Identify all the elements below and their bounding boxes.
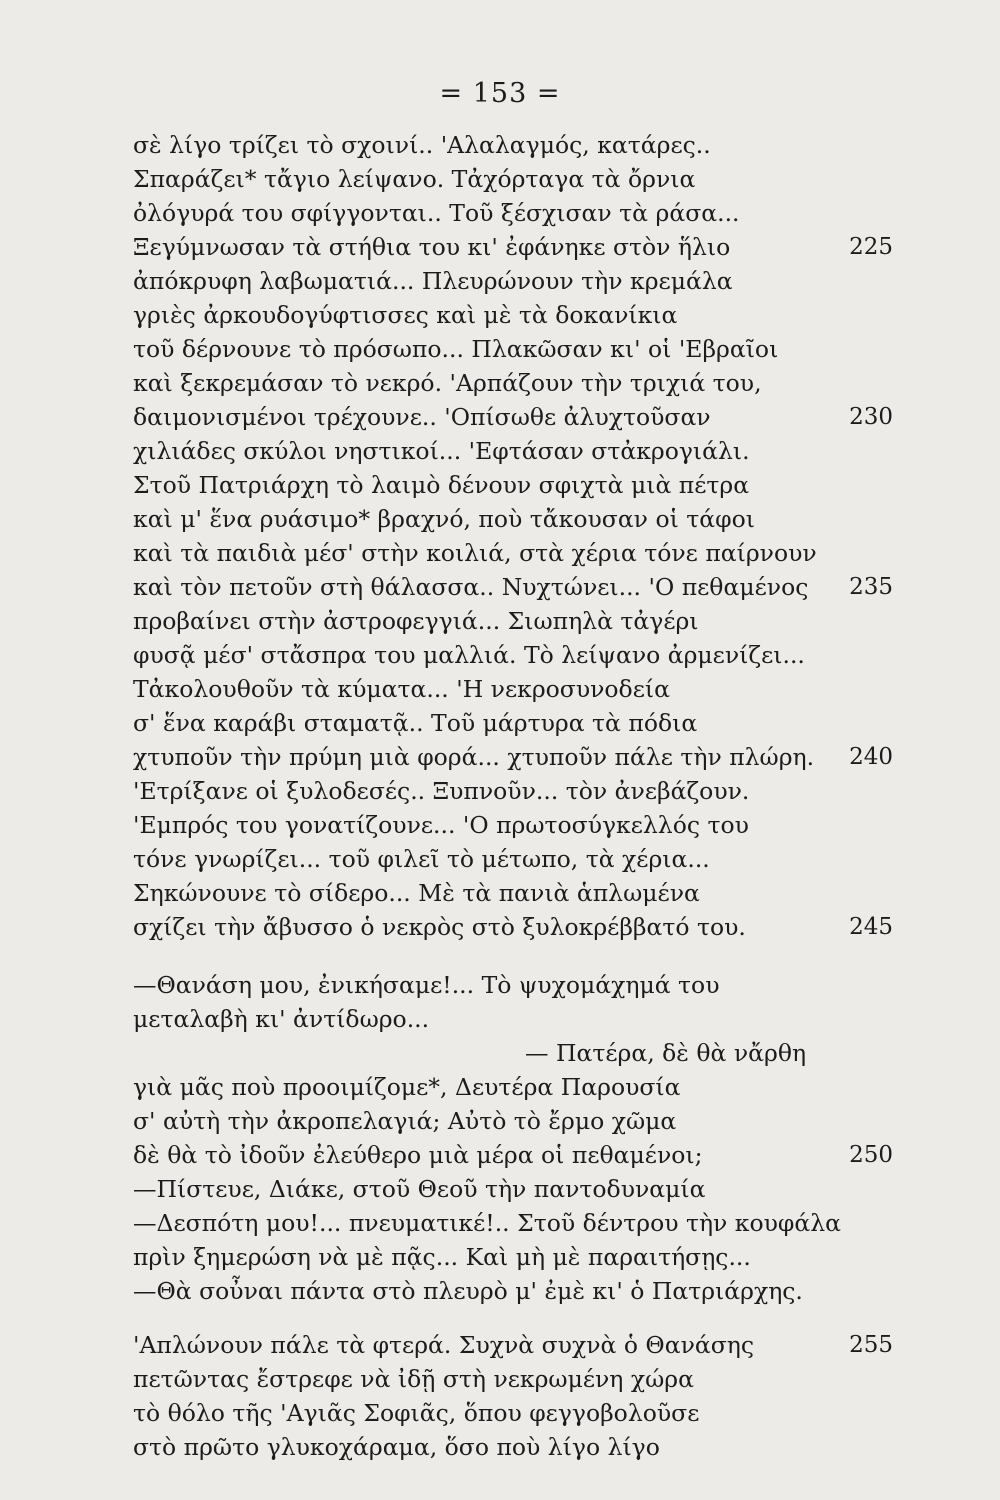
verse-text: στὸ πρῶτο γλυκοχάραμα, ὅσο ποὺ λίγο λίγο bbox=[133, 1433, 660, 1461]
verse-text: Σπαράζει* τἄγιο λείψανο. Τἀχόρταγα τὰ ὄρνια bbox=[133, 165, 696, 193]
verse-line bbox=[133, 1430, 893, 1464]
verse-text: τὸ θόλο τῆς 'Αγιᾶς Σοφιᾶς, ὅπου φεγγοβολοῦσε bbox=[133, 1399, 700, 1427]
verse-line bbox=[133, 740, 893, 774]
line-number: 225 bbox=[849, 234, 893, 260]
verse-line bbox=[133, 400, 893, 434]
verse-text: ὀλόγυρά του σφίγγονται.. Τοῦ ξέσχισαν τὰ ράσα... bbox=[133, 199, 740, 227]
verse-text: δαιμονισμένοι τρέχουνε.. 'Οπίσωθε ἀλυχτοῦσαν bbox=[133, 403, 711, 431]
verse-line bbox=[133, 536, 893, 570]
verse-line-indented bbox=[133, 1036, 893, 1070]
verse-line bbox=[133, 672, 893, 706]
verse-line bbox=[133, 502, 893, 536]
stanza-2 bbox=[133, 968, 893, 1308]
line-number: 235 bbox=[849, 574, 893, 600]
verse-line bbox=[133, 1328, 893, 1362]
verse-text: σχίζει τὴν ἄβυσσο ὁ νεκρὸς στὸ ξυλοκρέββατό του. bbox=[133, 913, 746, 941]
verse-line bbox=[133, 968, 893, 1002]
poem-body bbox=[133, 128, 893, 1464]
line-number: 245 bbox=[849, 914, 893, 940]
verse-text: 'Ετρίξανε οἱ ξυλοδεσές.. Ξυπνοῦν... τὸν ἀνεβάζουν. bbox=[133, 777, 750, 805]
verse-line bbox=[133, 298, 893, 332]
verse-text: Τἀκολουθοῦν τὰ κύματα... 'Η νεκροσυνοδεία bbox=[133, 675, 670, 703]
verse-line bbox=[133, 876, 893, 910]
verse-text: γριὲς ἀρκουδογύφτισσες καὶ μὲ τὰ δοκανίκια bbox=[133, 301, 678, 329]
verse-text: προβαίνει στὴν ἀστροφεγγιά... Σιωπηλὰ τἀγέρι bbox=[133, 607, 699, 635]
verse-text: σ' αὐτὴ τὴν ἀκροπελαγιά; Αὐτὸ τὸ ἔρμο χῶμα bbox=[133, 1107, 677, 1135]
verse-line bbox=[133, 842, 893, 876]
verse-line bbox=[133, 706, 893, 740]
verse-text: σ' ἕνα καράβι σταματᾷ.. Τοῦ μάρτυρα τὰ πόδια bbox=[133, 709, 698, 737]
verse-line bbox=[133, 604, 893, 638]
verse-text: δὲ θὰ τὸ ἰδοῦν ἐλεύθερο μιὰ μέρα οἱ πεθαμένοι; bbox=[133, 1141, 703, 1169]
verse-text: Στοῦ Πατριάρχη τὸ λαιμὸ δένουν σφιχτὰ μιὰ πέτρα bbox=[133, 471, 750, 499]
verse-line bbox=[133, 468, 893, 502]
verse-text: σὲ λίγο τρίζει τὸ σχοινί.. 'Αλαλαγμός, κατάρες.. bbox=[133, 131, 711, 159]
verse-line bbox=[133, 162, 893, 196]
verse-text: —Πίστευε, Διάκε, στοῦ Θεοῦ τὴν παντοδυναμία bbox=[133, 1175, 706, 1203]
verse-line bbox=[133, 196, 893, 230]
page-number: = 153 = bbox=[439, 78, 561, 109]
verse-line bbox=[133, 1138, 893, 1172]
stanza-break bbox=[133, 1308, 893, 1328]
line-number: 230 bbox=[849, 404, 893, 430]
verse-text: καὶ τὸν πετοῦν στὴ θάλασσα.. Νυχτώνει... 'Ο πεθαμένος bbox=[133, 573, 809, 601]
verse-text: 'Εμπρός του γονατίζουνε... 'Ο πρωτοσύγκελλός του bbox=[133, 811, 749, 839]
verse-text: καὶ μ' ἕνα ρυάσιμο* βραχνό, ποὺ τἄκουσαν οἱ τάφοι bbox=[133, 505, 755, 533]
stanza-break bbox=[133, 944, 893, 968]
verse-line bbox=[133, 128, 893, 162]
verse-text: — Πατέρα, δὲ θὰ νἄρθη bbox=[525, 1039, 807, 1067]
verse-line bbox=[133, 1002, 893, 1036]
verse-text: μεταλαβὴ κι' ἀντίδωρο... bbox=[133, 1005, 430, 1033]
verse-text: γιὰ μᾶς ποὺ προοιμίζομε*, Δευτέρα Παρουσία bbox=[133, 1073, 681, 1101]
verse-text: —Δεσπότη μου!... πνευματικέ!.. Στοῦ δέντρου τὴν κουφάλα bbox=[133, 1209, 842, 1237]
verse-text: τόνε γνωρίζει... τοῦ φιλεῖ τὸ μέτωπο, τὰ χέρια... bbox=[133, 845, 710, 873]
verse-line bbox=[133, 1240, 893, 1274]
verse-line bbox=[133, 366, 893, 400]
line-number: 240 bbox=[849, 744, 893, 770]
verse-line bbox=[133, 1104, 893, 1138]
verse-text: Σηκώνουνε τὸ σίδερο... Μὲ τὰ πανιὰ ἁπλωμένα bbox=[133, 879, 700, 907]
verse-line bbox=[133, 332, 893, 366]
verse-line bbox=[133, 1274, 893, 1308]
verse-line bbox=[133, 434, 893, 468]
verse-text: καὶ ξεκρεμάσαν τὸ νεκρό. 'Αρπάζουν τὴν τριχιά του, bbox=[133, 369, 762, 397]
verse-line bbox=[133, 774, 893, 808]
verse-line bbox=[133, 1172, 893, 1206]
verse-text: τοῦ δέρνουνε τὸ πρόσωπο... Πλακῶσαν κι' οἱ 'Εβραῖοι bbox=[133, 335, 779, 363]
verse-text: καὶ τὰ παιδιὰ μέσ' στὴν κοιλιά, στὰ χέρια τόνε παίρνουν bbox=[133, 539, 817, 567]
verse-text: —Θανάση μου, ἐνικήσαμε!... Τὸ ψυχομάχημά του bbox=[133, 971, 720, 999]
verse-text: πρὶν ξημερώση νὰ μὲ πᾷς... Καὶ μὴ μὲ παραιτήσῃς... bbox=[133, 1243, 751, 1271]
verse-line bbox=[133, 570, 893, 604]
line-number: 255 bbox=[849, 1332, 893, 1358]
stanza-3 bbox=[133, 1328, 893, 1464]
verse-text: ἀπόκρυφη λαβωματιά... Πλευρώνουν τὴν κρεμάλα bbox=[133, 267, 733, 295]
verse-text: πετῶντας ἔστρεφε νὰ ἰδῇ στὴ νεκρωμένη χώρα bbox=[133, 1365, 694, 1393]
verse-line bbox=[133, 1396, 893, 1430]
verse-text: φυσᾷ μέσ' στἄσπρα του μαλλιά. Τὸ λείψανο ἀρμενίζει... bbox=[133, 641, 805, 669]
verse-line bbox=[133, 1070, 893, 1104]
verse-line bbox=[133, 910, 893, 944]
line-number: 250 bbox=[849, 1142, 893, 1168]
verse-text: 'Απλώνουν πάλε τὰ φτερά. Συχνὰ συχνὰ ὁ Θανάσης bbox=[133, 1331, 755, 1359]
verse-line bbox=[133, 1362, 893, 1396]
verse-line bbox=[133, 808, 893, 842]
verse-line bbox=[133, 264, 893, 298]
verse-line bbox=[133, 230, 893, 264]
verse-text: Ξεγύμνωσαν τὰ στήθια του κι' ἐφάνηκε στὸν ἥλιο bbox=[133, 233, 731, 261]
verse-text: —Θὰ σοὖναι πάντα στὸ πλευρὸ μ' ἐμὲ κι' ὁ Πατριάρχης. bbox=[133, 1277, 803, 1305]
verse-line bbox=[133, 1206, 893, 1240]
verse-text: χιλιάδες σκύλοι νηστικοί... 'Εφτάσαν στἀκρογιάλι. bbox=[133, 437, 750, 465]
verse-line bbox=[133, 638, 893, 672]
stanza-1 bbox=[133, 128, 893, 944]
verse-text: χτυποῦν τὴν πρύμη μιὰ φορά... χτυποῦν πάλε τὴν πλώρη. bbox=[133, 743, 815, 771]
